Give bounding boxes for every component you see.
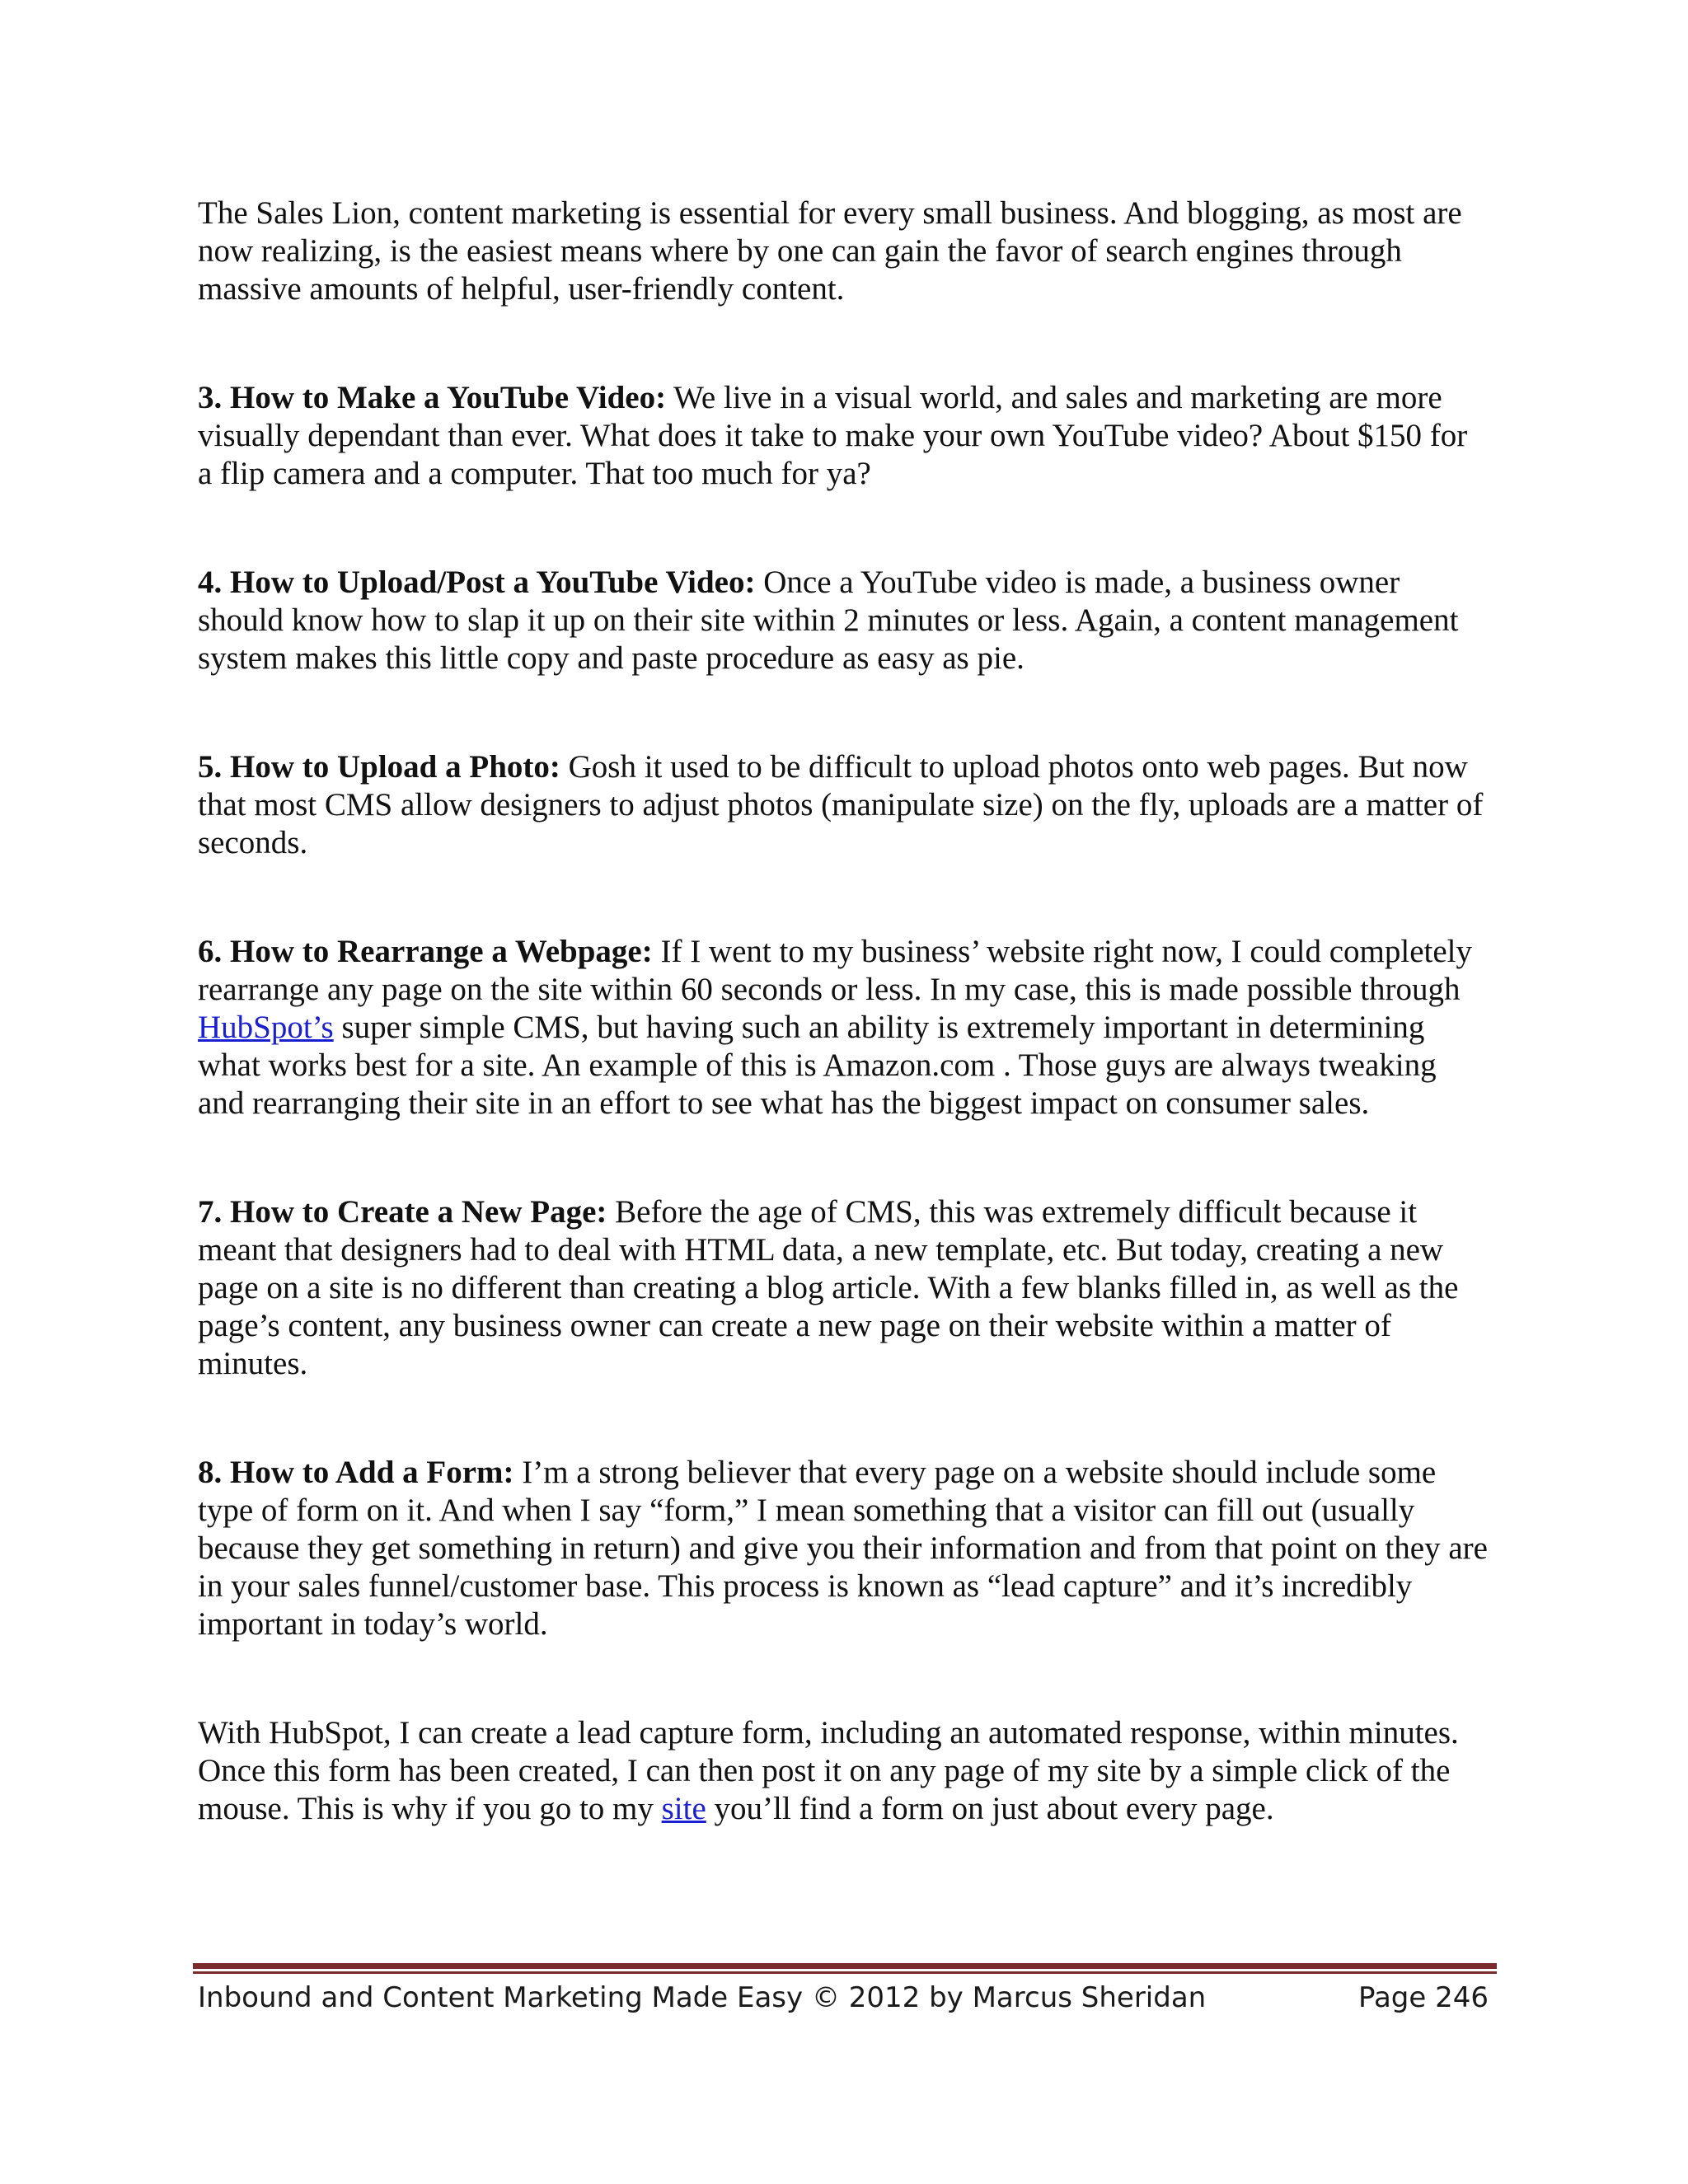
page-number: Page 246: [1357, 1981, 1489, 2014]
page-body: [198, 194, 1489, 1899]
paragraph-heading: 7. How to Create a New Page:: [198, 1194, 607, 1230]
paragraph-heading: 6. How to Rearrange a Webpage:: [198, 934, 653, 969]
page-footer: [198, 1981, 1489, 2014]
footer-divider-thick: [193, 1963, 1497, 1969]
paragraph-text: We live in a visual world, and sales and marketing are more visually dependant than ever. What does it take to make your own YouTube video? About $150 for a flip camera and a computer. That too much for ya?: [198, 380, 1468, 491]
paragraph-heading: 3. How to Make a YouTube Video:: [198, 380, 667, 415]
paragraph-upload-video: [198, 564, 1489, 677]
paragraph-intro: [198, 194, 1489, 308]
footer-title: Inbound and Content Marketing Made Easy © 2012 by Marcus Sheridan: [198, 1981, 1207, 2014]
paragraph-text: Gosh it used to be difficult to upload photos onto web pages. But now that most CMS allow designers to adjust photos (manipulate size) on the fly, uploads are a matter of seconds.: [198, 749, 1484, 860]
paragraph-heading: 4. How to Upload/Post a YouTube Video:: [198, 565, 756, 600]
paragraph-text: If I went to my business’ website right now, I could completely rearrange any page on the site within 60 seconds or less. In my case, this is made possible through: [198, 934, 1473, 1007]
paragraph-hubspot-form: [198, 1714, 1489, 1828]
site-link[interactable]: site: [661, 1791, 706, 1826]
footer-divider-thin: [193, 1971, 1497, 1974]
paragraph-youtube-video: [198, 379, 1489, 493]
paragraph-heading: 5. How to Upload a Photo:: [198, 749, 560, 785]
paragraph-add-form: [198, 1454, 1489, 1643]
paragraph-text: super simple CMS, but having such an ability is extremely important in determining what works best for a site. An example of this is Amazon.com . Those guys are always tweaking and rearranging their site in an effort to see what has the biggest impact on consumer sales.: [198, 1010, 1437, 1121]
paragraph-upload-photo: [198, 748, 1489, 862]
paragraph-text: I’m a strong believer that every page on a website should include some type of form on it. And when I say “form,” I mean something that a visitor can fill out (usually because they get something in return) and give you their information and from that point on they are in your sales funnel/customer base. This process is known as “lead capture” and it’s incredibly important in today’s world.: [198, 1455, 1488, 1642]
hubspot-link[interactable]: HubSpot’s: [198, 1010, 334, 1045]
paragraph-text: With HubSpot, I can create a lead capture form, including an automated response, within minutes. Once this form has been created, I can then post it on any page of my site by a simple click of the mouse. This is why if you go to my: [198, 1715, 1459, 1826]
footer-divider: [193, 1963, 1497, 1975]
paragraph-text: Before the age of CMS, this was extremely difficult because it meant that designers had to deal with HTML data, a new template, etc. But today, creating a new page on a site is no different than creating a blog article. With a few blanks filled in, as well as the page’s content, any business owner can create a new page on their website within a matter of minutes.: [198, 1194, 1459, 1381]
paragraph-create-page: [198, 1193, 1489, 1383]
paragraph-text: The Sales Lion, content marketing is essential for every small business. And blogging, as most are now realizing, is the easiest means where by one can gain the favor of search engines through massive amounts of helpful, user-friendly content.: [198, 195, 1462, 307]
paragraph-heading: 8. How to Add a Form:: [198, 1455, 514, 1490]
paragraph-rearrange-webpage: [198, 933, 1489, 1122]
paragraph-text: Once a YouTube video is made, a business owner should know how to slap it up on their site within 2 minutes or less. Again, a content management system makes this little copy and paste procedure as easy as pie.: [198, 565, 1459, 676]
paragraph-text: you’ll find a form on just about every page.: [706, 1791, 1274, 1826]
